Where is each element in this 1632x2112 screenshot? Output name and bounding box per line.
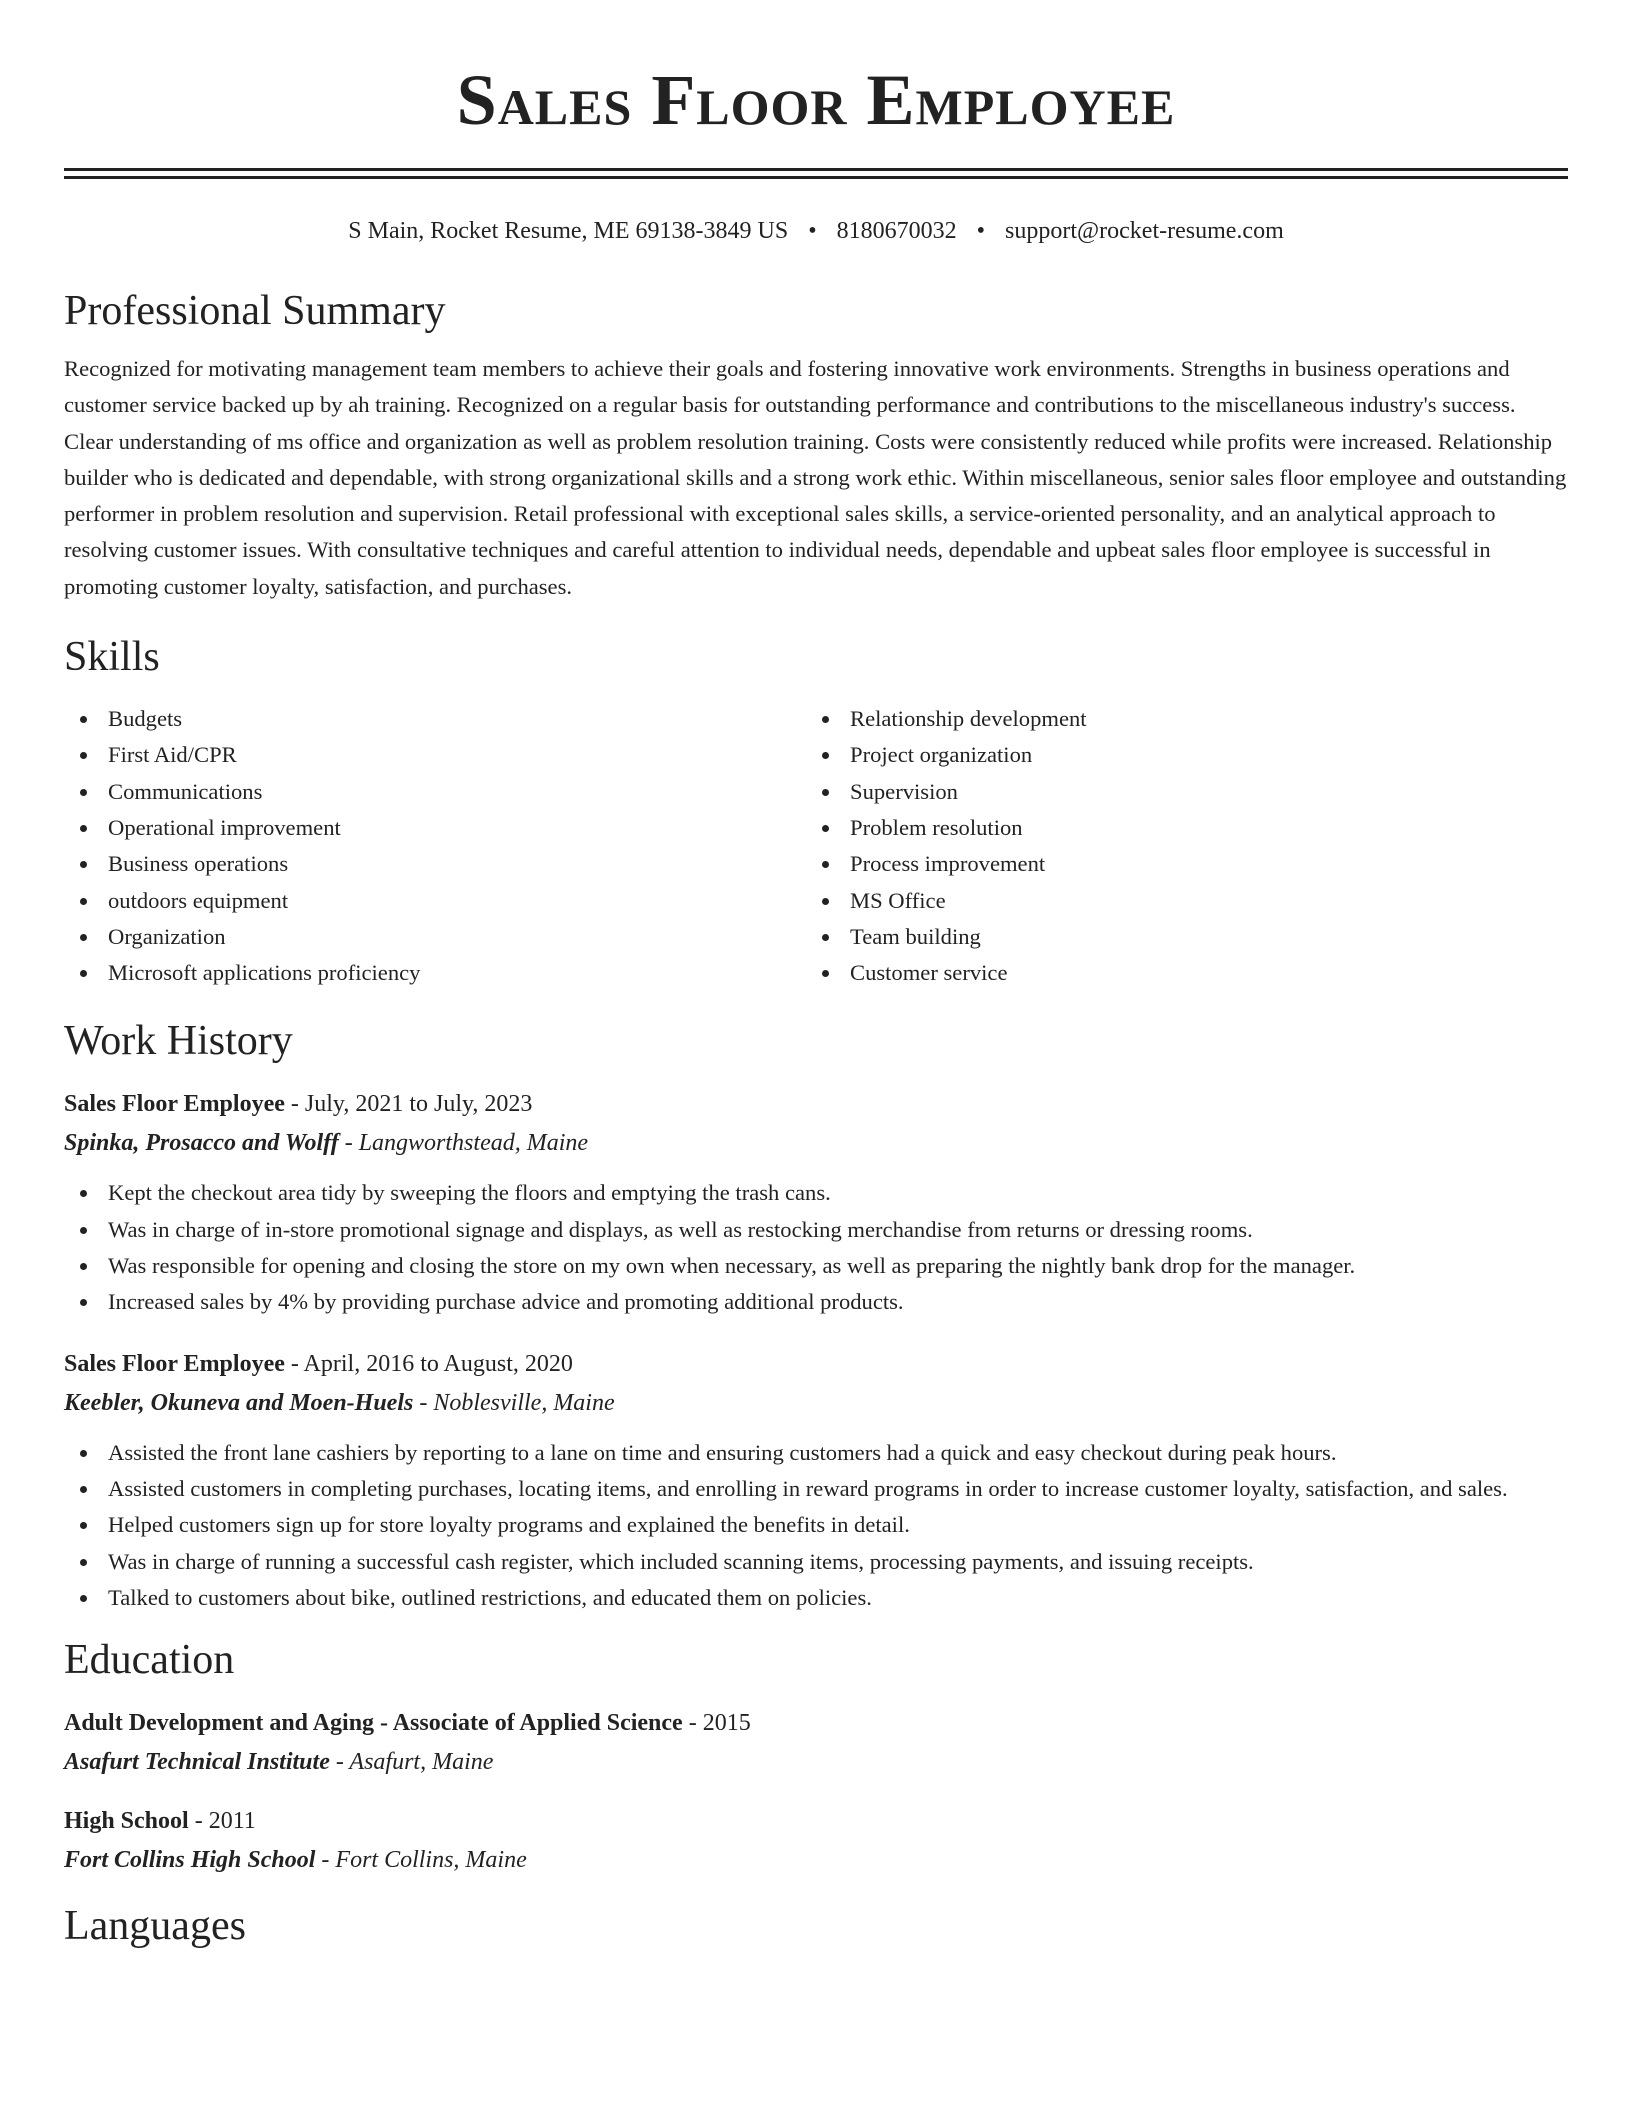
skill-item: Communications	[64, 774, 806, 810]
job-title: Sales Floor Employee	[64, 1091, 285, 1118]
job-bullet: Was responsible for opening and closing the store on my own when necessary, as well as preparing the nightly bank drop for the manager.	[64, 1248, 1568, 1284]
skill-item: Budgets	[64, 701, 806, 737]
school-location: - Fort Collins, Maine	[315, 1847, 527, 1874]
languages-section	[64, 1900, 1568, 1952]
degree: High School	[64, 1808, 189, 1835]
job-bullet: Helped customers sign up for store loyalty programs and explained the benefits in detail.	[64, 1507, 1568, 1543]
skill-item: Team building	[806, 919, 1548, 955]
skill-item: Operational improvement	[64, 810, 806, 846]
job-title-line	[64, 1345, 1568, 1383]
skills-column-right	[806, 701, 1548, 991]
skill-item: Process improvement	[806, 846, 1548, 882]
job-bullets	[64, 1175, 1568, 1320]
skills-column-left	[64, 701, 806, 991]
job-company: Spinka, Prosacco and Wolff	[64, 1130, 339, 1157]
contact-email: support@rocket-resume.com	[1005, 218, 1284, 244]
education-entry	[64, 1802, 1568, 1880]
job-bullet: Increased sales by 4% by providing purchase advice and promoting additional products.	[64, 1284, 1568, 1320]
job-bullet: Assisted customers in completing purchases, locating items, and enrolling in reward programs in order to increase customer loyalty, satisfaction, and sales.	[64, 1471, 1568, 1507]
skills-section	[64, 631, 1568, 991]
skill-item: Microsoft applications proficiency	[64, 955, 806, 991]
job-bullet: Was in charge of running a successful cash register, which included scanning items, processing payments, and issuing receipts.	[64, 1544, 1568, 1580]
skill-item: Problem resolution	[806, 810, 1548, 846]
education-section	[64, 1634, 1568, 1880]
skills-list	[64, 701, 1568, 991]
graduation-year: - 2015	[682, 1710, 751, 1737]
job-entry	[64, 1345, 1568, 1616]
job-entry	[64, 1085, 1568, 1320]
skill-item: First Aid/CPR	[64, 737, 806, 773]
section-heading: Education	[64, 1637, 235, 1684]
summary-text: Recognized for motivating management team members to achieve their goals and fostering innovative work environments. Strengths in business operations and customer service backed up by ah training. Recognized on a regular basis for outstanding performance and contributions to the miscellaneous industry's success. Clear understanding of ms office and organization as well as problem resolution training. Costs were consistently reduced while profits were increased. Relationship builder who is dedicated and dependable, with strong organizational skills and a strong work ethic. Within miscellaneous, senior sales floor employee and outstanding performer in problem resolution and supervision. Retail professional with exceptional sales skills, a service-oriented personality, and an analytical approach to resolving customer issues. With consultative techniques and careful attention to individual needs, dependable and upbeat sales floor employee is successful in promoting customer loyalty, satisfaction, and purchases.	[64, 356, 1567, 599]
skill-item: Relationship development	[806, 701, 1548, 737]
job-location: - Noblesville, Maine	[413, 1389, 615, 1416]
job-bullet: Kept the checkout area tidy by sweeping the floors and emptying the trash cans.	[64, 1175, 1568, 1211]
bullet-separator: •	[976, 218, 986, 244]
contact-line	[64, 215, 1568, 247]
resume-name: Sales Floor Employee	[456, 60, 1176, 140]
job-bullet: Was in charge of in-store promotional signage and displays, as well as restocking merchandise from returns or dressing rooms.	[64, 1212, 1568, 1248]
job-company: Keebler, Okuneva and Moen-Huels	[64, 1389, 414, 1416]
summary-section	[64, 285, 1568, 605]
school-line	[64, 1742, 1568, 1782]
skill-item: MS Office	[806, 883, 1548, 919]
section-heading: Professional Summary	[64, 288, 446, 334]
degree: Adult Development and Aging - Associate of Applied Science	[64, 1710, 683, 1737]
education-entry	[64, 1704, 1568, 1782]
school-location: - Asafurt, Maine	[329, 1749, 494, 1776]
job-title: Sales Floor Employee	[64, 1350, 285, 1377]
school-name: Asafurt Technical Institute	[64, 1749, 330, 1776]
header-divider	[64, 168, 1568, 179]
job-location: - Langworthstead, Maine	[338, 1130, 589, 1157]
skill-item: Business operations	[64, 846, 806, 882]
degree-line	[64, 1802, 1568, 1840]
school-line	[64, 1840, 1568, 1880]
school-name: Fort Collins High School	[64, 1847, 316, 1874]
section-heading: Skills	[64, 634, 160, 681]
job-dates: - July, 2021 to July, 2023	[284, 1091, 533, 1118]
work-history-section	[64, 1015, 1568, 1616]
job-company-line	[64, 1383, 1568, 1423]
job-bullet: Talked to customers about bike, outlined restrictions, and educated them on policies.	[64, 1580, 1568, 1616]
skill-item: Supervision	[806, 774, 1548, 810]
job-bullet: Assisted the front lane cashiers by reporting to a lane on time and ensuring customers had a quick and easy checkout during peak hours.	[64, 1435, 1568, 1471]
degree-line	[64, 1704, 1568, 1742]
job-title-line	[64, 1085, 1568, 1123]
bullet-separator: •	[808, 218, 817, 244]
job-dates: - April, 2016 to August, 2020	[284, 1350, 573, 1377]
skill-item: Organization	[64, 919, 806, 955]
job-company-line	[64, 1123, 1568, 1163]
contact-address: S Main, Rocket Resume, ME 69138-3849 US	[348, 218, 789, 244]
skill-item: Project organization	[806, 737, 1548, 773]
section-heading: Languages	[64, 1903, 246, 1950]
skill-item: outdoors equipment	[64, 883, 806, 919]
skill-item: Customer service	[806, 955, 1548, 991]
section-heading: Work History	[64, 1018, 293, 1065]
contact-phone: 8180670032	[836, 218, 957, 244]
job-bullets	[64, 1435, 1568, 1616]
graduation-year: - 2011	[188, 1808, 256, 1835]
